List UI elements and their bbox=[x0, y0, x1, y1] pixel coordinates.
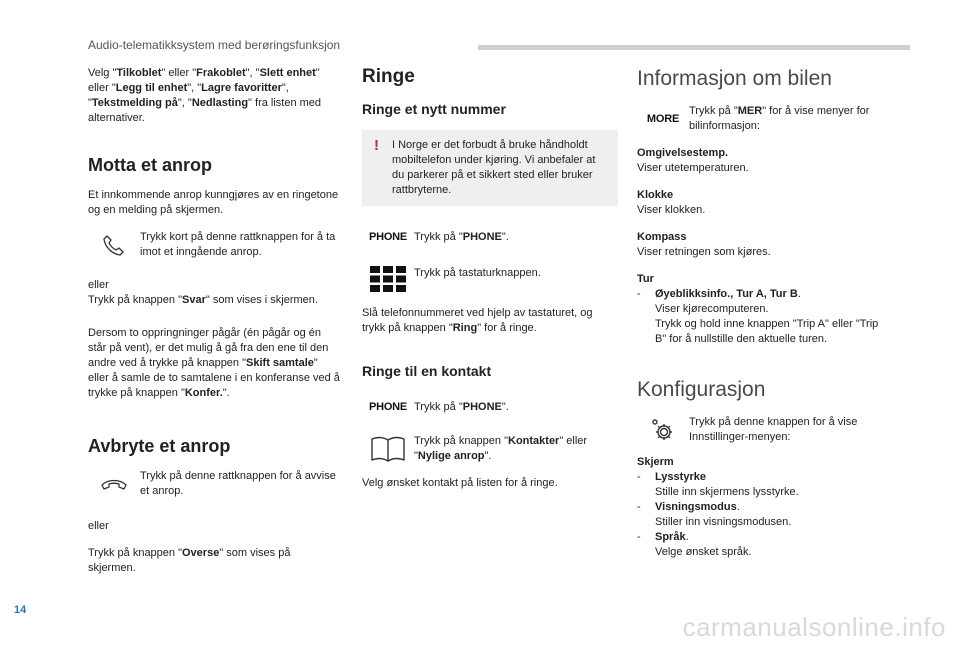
warning-box bbox=[362, 130, 618, 206]
answer-call-row bbox=[88, 230, 340, 260]
phone-text-2: Trykk på "PHONE". bbox=[414, 401, 509, 413]
info-item-trip: Tur - Øyeblikksinfo., Tur A, Tur B. Viser kjørecomputeren. Trykk og hold inne knappen "Trip A" eller "Trip B" for å nullstille den aktuelle turen. bbox=[637, 273, 879, 345]
heading-avbryte: Avbryte et anrop bbox=[88, 436, 231, 456]
motta-svar: Trykk på knappen "Svar" som vises i skjermen. bbox=[88, 294, 318, 306]
watermark: carmanualsonline.info bbox=[682, 612, 946, 642]
book-icon bbox=[362, 434, 414, 464]
heading-info: Informasjon om bilen bbox=[637, 67, 832, 90]
heading-ringe-nytt: Ringe et nytt nummer bbox=[362, 101, 506, 117]
or-text-1: eller bbox=[88, 279, 109, 291]
contacts-text: Trykk på knappen "Kontakter" eller "Nylige anrop". bbox=[414, 435, 588, 462]
intro-paragraph: Velg "Tilkoblet" eller "Frakoblet", "Slett enhet" eller "Legg til enhet", "Lagre favoritter", "Tekstmelding på", "Nedlasting" fra listen med alternativer. bbox=[88, 67, 322, 124]
phone-answer-icon bbox=[88, 230, 140, 260]
more-word-icon: MORE bbox=[646, 112, 680, 125]
settings-row bbox=[637, 415, 887, 445]
settings-item-language: - Språk. Velge ønsket språk. bbox=[637, 531, 752, 558]
info-item-clock: Klokke Viser klokken. bbox=[637, 189, 706, 216]
answer-call-text: Trykk kort på denne rattknappen for å ta imot et inngående anrop. bbox=[140, 231, 336, 258]
column-right bbox=[637, 66, 887, 572]
phone-word-icon-2: PHONE bbox=[368, 400, 408, 413]
heading-motta: Motta et anrop bbox=[88, 155, 212, 175]
info-item-compass: Kompass Viser retningen som kjøres. bbox=[637, 231, 771, 258]
motta-conference: Dersom to oppringninger pågår (én pågår og én står på vent), er det mulig å gå fra den ene til den andre ved å trykke på knappen "Skift samtale" eller å samle de to samtalene i en konferanse ved å trykke på knappen "Konfer.". bbox=[88, 327, 340, 399]
or-text-2: eller bbox=[88, 520, 109, 532]
heading-ringe: Ringe bbox=[362, 66, 415, 87]
info-item-temp: Omgivelsestemp. Viser utetemperaturen. bbox=[637, 147, 749, 174]
header-bar bbox=[478, 45, 910, 50]
phone-button-row-1 bbox=[362, 222, 618, 252]
more-text: Trykk på "MER" for å vise menyer for bilinformasjon: bbox=[689, 105, 870, 132]
reject-call-text: Trykk på denne rattknappen for å avvise et anrop. bbox=[140, 470, 336, 497]
settings-gear-icon bbox=[637, 415, 689, 445]
running-header: Audio-telematikksystem med berøringsfunksjon bbox=[88, 38, 341, 52]
keypad-row bbox=[362, 264, 618, 294]
select-contact-text: Velg ønsket kontakt på listen for å ringe. bbox=[362, 477, 558, 489]
settings-item-display-mode: - Visningsmodus. Stiller inn visningsmodusen. bbox=[637, 501, 792, 528]
warning-text: I Norge er det forbudt å bruke håndholdt mobiltelefon under kjøring. Vi anbefaler at du parkerer på et sikkert sted eller bruker rattbryterne. bbox=[392, 139, 596, 196]
column-middle bbox=[362, 66, 618, 503]
heading-konfig: Konfigurasjon bbox=[637, 378, 766, 401]
heading-ringe-kontakt: Ringe til en kontakt bbox=[362, 363, 492, 379]
phone-word-icon: PHONE bbox=[368, 230, 408, 243]
motta-intro: Et innkommende anrop kunngjøres av en ringetone og en melding på skjermen. bbox=[88, 189, 339, 216]
avbryte-overse: Trykk på knappen "Overse" som vises på skjermen. bbox=[88, 547, 291, 574]
reject-call-row bbox=[88, 469, 340, 499]
phone-text-1: Trykk på "PHONE". bbox=[414, 231, 509, 243]
contacts-row bbox=[362, 434, 618, 464]
page-number: 14 bbox=[14, 604, 27, 616]
settings-screen-list: Skjerm - Lysstyrke Stille inn skjermens lysstyrke. - Visningsmodus. Stiller inn visningsmodusen. - Språk. Velge ønsket språk. bbox=[637, 455, 887, 560]
settings-text: Trykk på denne knappen for å vise Innstillinger-menyen: bbox=[689, 416, 858, 443]
warning-icon: ! bbox=[374, 137, 379, 154]
phone-hangup-icon bbox=[88, 469, 140, 499]
dial-text: Slå telefonnummeret ved hjelp av tastaturet, og trykk på knappen "Ring" for å ringe. bbox=[362, 307, 593, 334]
settings-item-brightness: - Lysstyrke Stille inn skjermens lysstyrke. bbox=[637, 471, 799, 498]
more-row bbox=[637, 104, 887, 134]
column-left bbox=[88, 66, 340, 588]
phone-button-row-2 bbox=[362, 392, 618, 422]
keypad-text: Trykk på tastaturknappen. bbox=[414, 267, 541, 279]
keypad-icon bbox=[362, 264, 414, 294]
